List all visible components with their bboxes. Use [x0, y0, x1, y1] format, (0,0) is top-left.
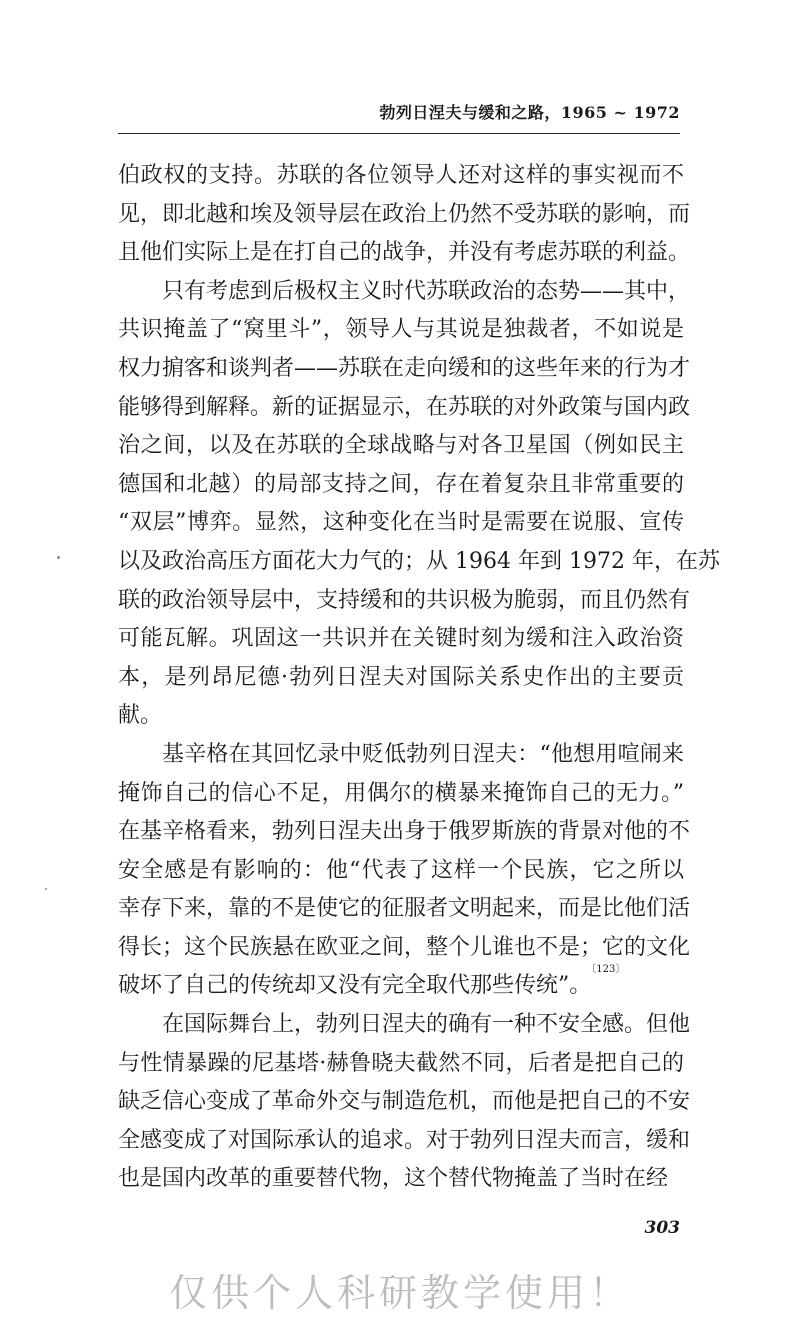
text-line: 本，是列昂尼德·勃列日涅夫对国际关系史作出的主要贡 — [118, 664, 684, 690]
body-text — [118, 157, 720, 1199]
paragraph — [118, 1006, 691, 1199]
text-line: 只有考虑到后极权主义时代苏联政治的态势——其中， — [162, 278, 691, 304]
text-line: 见，即北越和埃及领导层在政治上仍然不受苏联的影响，而 — [118, 201, 691, 227]
text-line: 与性情暴躁的尼基塔·赫鲁晓夫截然不同，后者是把自己的 — [118, 1050, 684, 1076]
running-title: 勃列日涅夫与缓和之路，1965 ~ 1972 — [379, 103, 680, 122]
text-line: 德国和北越）的局部支持之间，存在着复杂且非常重要的 — [118, 471, 684, 497]
running-header — [118, 100, 680, 126]
scan-speck — [45, 888, 47, 890]
text-line: 也是国内改革的重要替代物，这个替代物掩盖了当时在经 — [118, 1166, 669, 1192]
page-number: 303 — [644, 1218, 680, 1238]
text-line: 治之间，以及在苏联的全球战略与对各卫星国（例如民主 — [118, 433, 684, 459]
text-line: 伯政权的支持。苏联的各位领导人还对这样的事实视而不 — [118, 163, 684, 188]
paragraph — [118, 736, 691, 1006]
footnote-ref[interactable]: 〔123〕 — [591, 964, 626, 976]
paragraph — [118, 157, 691, 273]
text-line: 破坏了自己的传统却又没有完全取代那些传统”。$^{〔123〕}$ — [118, 964, 626, 999]
watermark: 仅供个人科研教学使用！ — [168, 1271, 631, 1315]
text-line: 权力掮客和谈判者——苏联在走向缓和的这些年来的行为才 — [118, 355, 691, 381]
scan-speck — [57, 556, 60, 559]
text-line: 幸存下来，靠的不是使它的征服者文明起来，而是比他们活 — [118, 896, 691, 922]
text-line: 在基辛格看来，勃列日涅夫出身于俄罗斯族的背景对他的不 — [118, 819, 691, 845]
header-rule — [118, 133, 680, 134]
text-line: 得长；这个民族悬在欧亚之间，整个儿谁也不是；它的文化 — [118, 934, 691, 960]
text-line: 在国际舞台上，勃列日涅夫的确有一种不安全感。但他 — [162, 1012, 691, 1038]
text-line: “双层”博弈。显然，这种变化在当时是需要在说服、宣传 — [118, 510, 684, 536]
text-line: 联的政治领导层中，支持缓和的共识极为脆弱，而且仍然有 — [118, 587, 691, 613]
text-line: 掩饰自己的信心不足，用偶尔的横暴来掩饰自己的无力。” — [118, 780, 684, 806]
text-line: 安全感是有影响的：他“代表了这样一个民族，它之所以 — [118, 857, 684, 883]
text-line: 共识掩盖了“窝里斗”，领导人与其说是独裁者，不如说是 — [118, 317, 684, 343]
text-line: 能够得到解释。新的证据显示，在苏联的对外政策与国内政 — [118, 394, 691, 420]
text-line: 可能瓦解。巩固这一共识并在关键时刻为缓和注入政治资 — [118, 626, 684, 652]
text-line: 献。 — [118, 703, 163, 729]
text-line: 全感变成了对国际承认的追求。对于勃列日涅夫而言，缓和 — [118, 1127, 691, 1153]
text-line: 且他们实际上是在打自己的战争，并没有考虑苏联的利益。 — [118, 240, 691, 266]
text-line: 以及政治高压方面花大力气的；从 1964 年到 1972 年，在苏 — [118, 548, 720, 574]
text-line: 基辛格在其回忆录中贬低勃列日涅夫：“他想用喧闹来 — [162, 741, 684, 767]
paragraph — [118, 273, 720, 736]
text-line: 缺乏信心变成了革命外交与制造危机，而他是把自己的不安 — [118, 1089, 691, 1115]
